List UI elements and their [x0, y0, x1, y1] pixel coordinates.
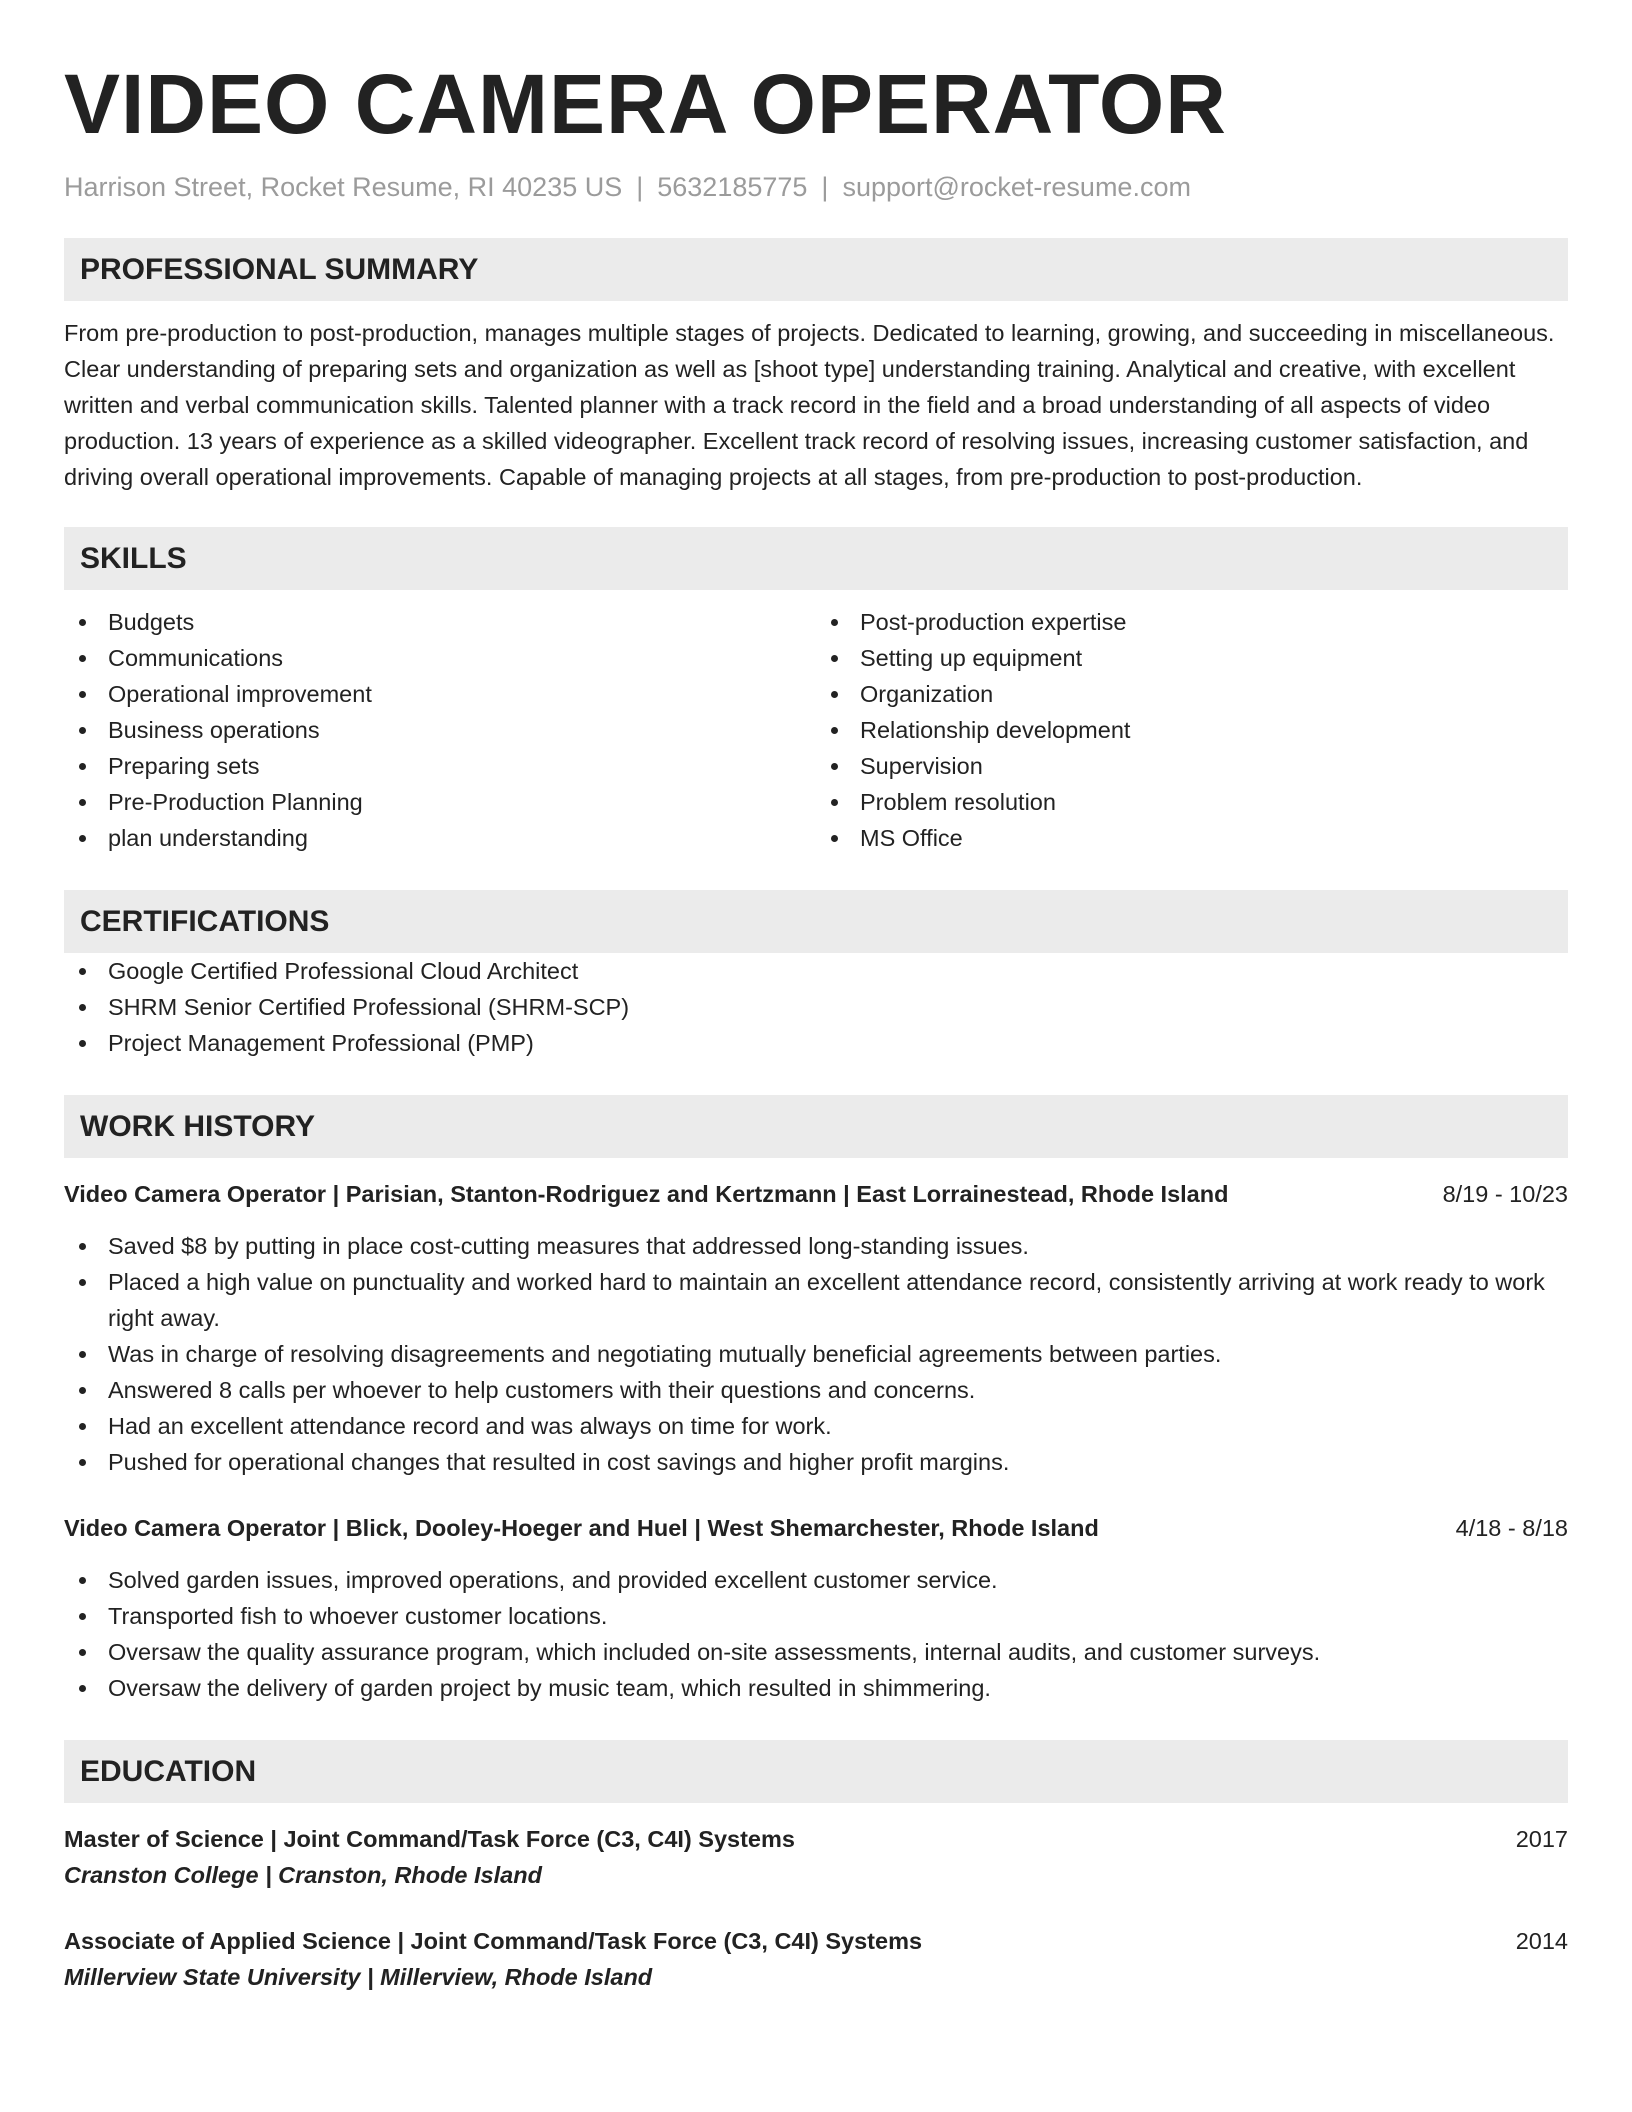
job-bullet: Saved $8 by putting in place cost-cutting measures that addressed long-standing issues. [64, 1228, 1568, 1264]
skill-item: Business operations [64, 712, 816, 748]
contact-line [64, 170, 1568, 204]
job-dates: 8/19 - 10/23 [1442, 1181, 1568, 1207]
job-bullets [64, 1228, 1568, 1480]
skill-item: Operational improvement [64, 676, 816, 712]
job-bullet: Answered 8 calls per whoever to help customers with their questions and concerns. [64, 1372, 1568, 1408]
education-degree: Master of Science | Joint Command/Task Force (C3, C4I) Systems [64, 1826, 795, 1852]
job-entry [64, 1510, 1568, 1706]
job-header [64, 1176, 1568, 1212]
job-entry [64, 1176, 1568, 1480]
contact-separator: | [821, 172, 829, 202]
job-bullet: Placed a high value on punctuality and worked hard to maintain an excellent attendance record, consistently arriving at work ready to work right away. [64, 1264, 1568, 1336]
contact-address: Harrison Street, Rocket Resume, RI 40235 US [64, 172, 623, 202]
job-bullet: Pushed for operational changes that resulted in cost savings and higher profit margins. [64, 1444, 1568, 1480]
education-school: Millerview State University | Millerview, Rhode Island [64, 1964, 653, 1990]
skills-column-right [816, 604, 1568, 856]
resume-title: VIDEO CAMERA OPERATOR [64, 57, 1227, 151]
skill-item: Setting up equipment [816, 640, 1568, 676]
skill-item: MS Office [816, 820, 1568, 856]
summary-text: From pre-production to post-production, manages multiple stages of projects. Dedicated to learning, growing, and succeeding in miscellaneous. Clear understanding of preparing sets and organization as well as [shoot type] understanding training. Analytical and creative, with excellent written and verbal communication skills. Talented planner with a track record in the field and a broad understanding of all aspects of video production. 13 years of experience as a skilled videographer. Excellent track record of resolving issues, increasing customer satisfaction, and driving overall operational improvements. Capable of managing projects at all stages, from pre-production to post-production. [64, 320, 1555, 490]
section-heading-certifications: CERTIFICATIONS [64, 890, 1568, 953]
section-heading-summary: PROFESSIONAL SUMMARY [64, 238, 1568, 301]
skill-item: Budgets [64, 604, 816, 640]
job-header [64, 1510, 1568, 1546]
skill-item: Problem resolution [816, 784, 1568, 820]
job-bullet: Oversaw the delivery of garden project by music team, which resulted in shimmering. [64, 1670, 1568, 1706]
skills-list [64, 604, 1568, 856]
skill-item: Communications [64, 640, 816, 676]
job-bullet: Was in charge of resolving disagreements and negotiating mutually beneficial agreements between parties. [64, 1336, 1568, 1372]
section-heading-skills: SKILLS [64, 527, 1568, 590]
job-bullet: Oversaw the quality assurance program, which included on-site assessments, internal audits, and customer surveys. [64, 1634, 1568, 1670]
job-bullet: Solved garden issues, improved operations, and provided excellent customer service. [64, 1562, 1568, 1598]
education-header [64, 1923, 1568, 1959]
job-bullets [64, 1562, 1568, 1706]
skill-item: Organization [816, 676, 1568, 712]
skill-item: Supervision [816, 748, 1568, 784]
job-dates: 4/18 - 8/18 [1455, 1515, 1568, 1541]
skill-item: Relationship development [816, 712, 1568, 748]
education-year: 2014 [1515, 1928, 1568, 1954]
certification-item: Google Certified Professional Cloud Architect [64, 953, 1568, 989]
education-entry [64, 1923, 1568, 1995]
education-entry [64, 1821, 1568, 1893]
job-bullet: Transported fish to whoever customer locations. [64, 1598, 1568, 1634]
education-school: Cranston College | Cranston, Rhode Island [64, 1862, 542, 1888]
section-heading-education: EDUCATION [64, 1740, 1568, 1803]
education-year: 2017 [1515, 1826, 1568, 1852]
skill-item: Pre-Production Planning [64, 784, 816, 820]
certifications-list [64, 953, 1568, 1061]
skill-item: plan understanding [64, 820, 816, 856]
contact-separator: | [636, 172, 644, 202]
certification-item: SHRM Senior Certified Professional (SHRM-SCP) [64, 989, 1568, 1025]
skills-column-left [64, 604, 816, 856]
section-heading-work-history: WORK HISTORY [64, 1095, 1568, 1158]
job-title: Video Camera Operator | Blick, Dooley-Hoeger and Huel | West Shemarchester, Rhode Island [64, 1515, 1099, 1541]
education-header [64, 1821, 1568, 1857]
skill-item: Post-production expertise [816, 604, 1568, 640]
job-bullet: Had an excellent attendance record and was always on time for work. [64, 1408, 1568, 1444]
education-degree: Associate of Applied Science | Joint Command/Task Force (C3, C4I) Systems [64, 1928, 923, 1954]
job-title: Video Camera Operator | Parisian, Stanton-Rodriguez and Kertzmann | East Lorrainestead, Rhode Island [64, 1181, 1229, 1207]
skill-item: Preparing sets [64, 748, 816, 784]
contact-phone: 5632185775 [657, 172, 808, 202]
contact-email: support@rocket-resume.com [842, 172, 1191, 202]
certification-item: Project Management Professional (PMP) [64, 1025, 1568, 1061]
